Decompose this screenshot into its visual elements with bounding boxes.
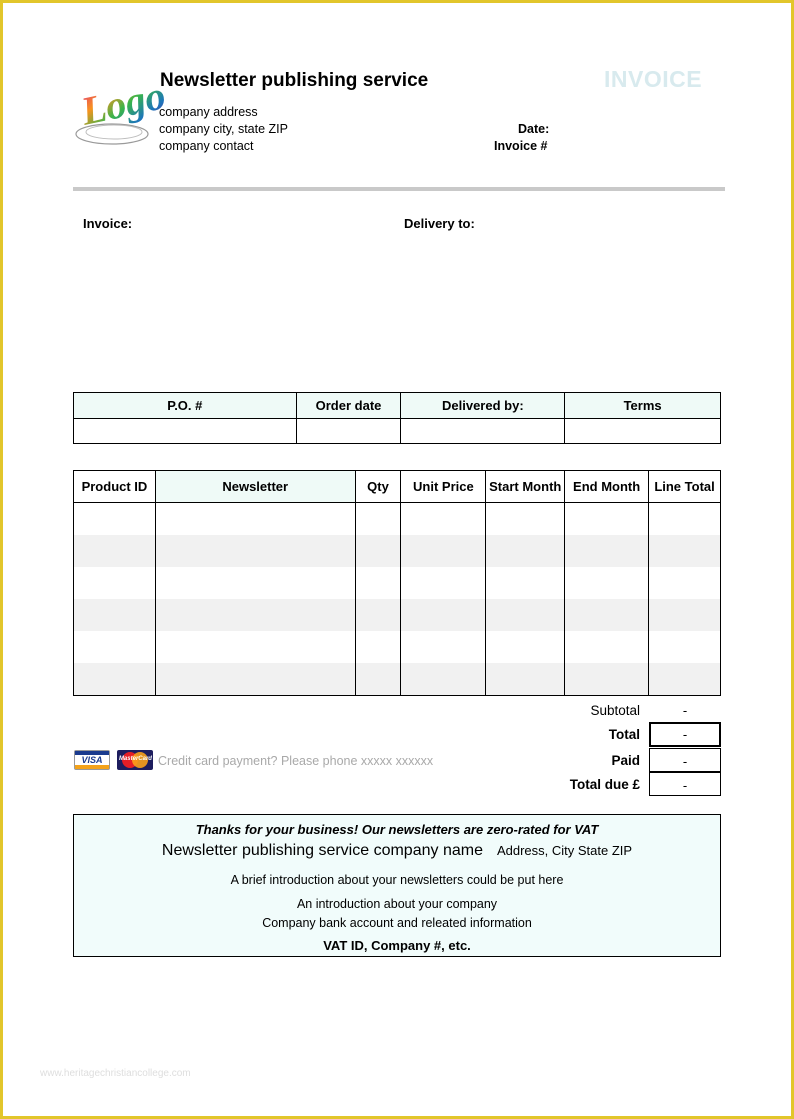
table-cell[interactable]	[486, 631, 565, 663]
table-cell[interactable]	[355, 535, 401, 567]
table-row	[74, 599, 721, 631]
start-month-header: Start Month	[486, 471, 565, 503]
table-cell[interactable]	[355, 631, 401, 663]
subtotal-label: Subtotal	[590, 703, 640, 718]
newsletter-header: Newsletter	[155, 471, 355, 503]
table-cell[interactable]	[565, 503, 649, 536]
delivered-by-header: Delivered by:	[401, 393, 565, 419]
table-cell[interactable]	[649, 567, 721, 599]
invoice-title: INVOICE	[604, 66, 703, 92]
order-date-header: Order date	[296, 393, 401, 419]
table-cell[interactable]	[74, 535, 156, 567]
table-cell[interactable]	[401, 535, 486, 567]
newsletter-intro: A brief introduction about your newsletters could be put here	[230, 873, 564, 887]
total-due-value[interactable]: -	[649, 772, 721, 796]
order-info-table	[73, 392, 721, 444]
table-cell[interactable]	[155, 631, 355, 663]
table-cell[interactable]	[401, 663, 486, 696]
table-cell[interactable]	[486, 663, 565, 696]
company-name: Newsletter publishing service	[160, 70, 429, 91]
table-cell[interactable]	[355, 663, 401, 696]
credit-card-note: Credit card payment? Please phone xxxxx xxxxxx	[158, 754, 434, 768]
table-cell[interactable]	[355, 567, 401, 599]
table-cell[interactable]	[74, 503, 156, 536]
subtotal-value: -	[682, 703, 688, 718]
table-cell[interactable]	[74, 663, 156, 696]
footer-address: Address, City State ZIP	[496, 843, 633, 858]
total-value[interactable]: -	[649, 722, 721, 747]
table-cell[interactable]	[74, 567, 156, 599]
table-cell[interactable]	[649, 631, 721, 663]
mastercard-icon: MasterCard	[117, 750, 153, 770]
date-label: Date:	[518, 122, 550, 136]
table-cell[interactable]	[155, 663, 355, 696]
bank-info: Company bank account and releated information	[262, 916, 532, 930]
company-address: company address	[159, 105, 258, 119]
company-intro: An introduction about your company	[296, 897, 498, 911]
paid-value[interactable]: -	[649, 748, 721, 772]
table-cell[interactable]	[486, 503, 565, 536]
visa-card-icon: VISA	[74, 750, 110, 770]
table-cell[interactable]	[649, 535, 721, 567]
table-cell[interactable]	[649, 663, 721, 696]
terms-cell[interactable]	[565, 419, 721, 444]
header-divider	[73, 187, 725, 191]
delivery-to-label: Delivery to:	[404, 216, 475, 231]
table-cell[interactable]	[486, 599, 565, 631]
table-row	[74, 567, 721, 599]
qty-header: Qty	[355, 471, 401, 503]
company-logo	[72, 64, 170, 154]
table-cell[interactable]	[74, 599, 156, 631]
table-cell[interactable]	[155, 567, 355, 599]
company-contact: company contact	[159, 139, 254, 153]
logo-text: Logo	[77, 72, 170, 134]
table-row	[74, 535, 721, 567]
order-date-cell[interactable]	[296, 419, 401, 444]
paid-label: Paid	[611, 753, 640, 768]
table-cell[interactable]	[155, 535, 355, 567]
thanks-message: Thanks for your business! Our newsletters are zero-rated for VAT	[195, 822, 599, 837]
total-label: Total	[608, 727, 640, 742]
table-cell[interactable]	[74, 631, 156, 663]
watermark: www.heritagechristiancollege.com	[40, 1068, 191, 1079]
payment-cards	[74, 750, 156, 770]
table-cell[interactable]	[401, 567, 486, 599]
table-row	[74, 503, 721, 536]
table-cell[interactable]	[401, 503, 486, 536]
product-table	[73, 470, 721, 696]
total-due-label: Total due £	[569, 777, 640, 792]
footer-company-name: Newsletter publishing service company name	[161, 842, 483, 859]
po-number-cell[interactable]	[74, 419, 297, 444]
vat-info: VAT ID, Company #, etc.	[323, 938, 471, 953]
table-cell[interactable]	[565, 567, 649, 599]
table-cell[interactable]	[155, 599, 355, 631]
company-city: company city, state ZIP	[159, 122, 288, 136]
table-cell[interactable]	[565, 535, 649, 567]
po-number-header: P.O. #	[74, 393, 297, 419]
table-cell[interactable]	[355, 503, 401, 536]
table-cell[interactable]	[355, 599, 401, 631]
table-cell[interactable]	[401, 631, 486, 663]
table-cell[interactable]	[565, 599, 649, 631]
table-cell[interactable]	[155, 503, 355, 536]
delivered-by-cell[interactable]	[401, 419, 565, 444]
table-row	[74, 663, 721, 696]
table-cell[interactable]	[565, 631, 649, 663]
table-cell[interactable]	[401, 599, 486, 631]
footer-box	[73, 814, 721, 957]
table-cell[interactable]	[565, 663, 649, 696]
table-cell[interactable]	[486, 535, 565, 567]
bill-to-label: Invoice:	[83, 216, 133, 231]
end-month-header: End Month	[565, 471, 649, 503]
terms-header: Terms	[565, 393, 721, 419]
footer-company-line	[74, 842, 720, 860]
unit-price-header: Unit Price	[401, 471, 486, 503]
table-cell[interactable]	[649, 599, 721, 631]
product-id-header: Product ID	[74, 471, 156, 503]
table-row	[74, 631, 721, 663]
line-total-header: Line Total	[649, 471, 721, 503]
table-cell[interactable]	[486, 567, 565, 599]
invoice-number-label: Invoice #	[494, 139, 548, 153]
table-cell[interactable]	[649, 503, 721, 536]
